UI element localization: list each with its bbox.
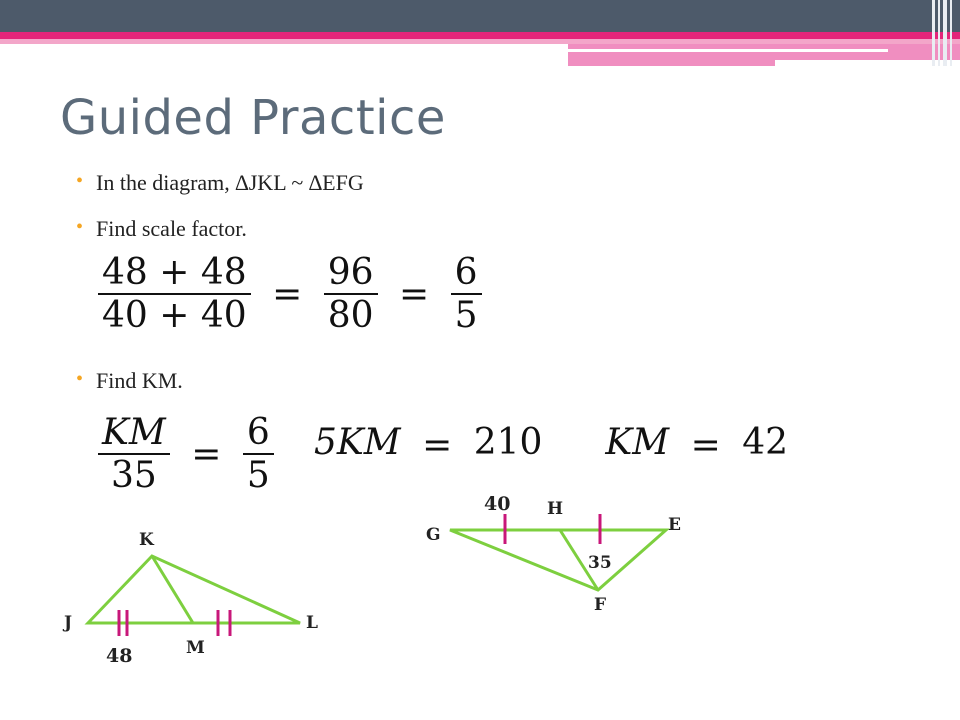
- bullet-text: Find KM.: [96, 368, 183, 393]
- equals-sign: =: [690, 424, 721, 466]
- slide-title: Guided Practice: [60, 90, 446, 146]
- denominator: 40 + 40: [98, 293, 251, 336]
- vertex-label-k: K: [139, 530, 154, 550]
- vertex-label-g: G: [426, 525, 441, 545]
- solution-step-2-left: KM: [605, 422, 670, 463]
- vertex-label-e: E: [668, 515, 681, 535]
- side-label-jm: 48: [106, 645, 133, 667]
- equals-sign: =: [399, 273, 430, 315]
- equals-sign: =: [191, 433, 222, 475]
- vertex-label-l: L: [306, 613, 318, 633]
- vertex-label-m: M: [186, 638, 205, 658]
- bullet-dot-icon: •: [76, 216, 84, 238]
- equals-sign: =: [422, 424, 453, 466]
- equals-sign: =: [272, 273, 303, 315]
- denominator: 80: [324, 293, 378, 336]
- bullet-dot-icon: •: [76, 368, 84, 390]
- bullet-dot-icon: •: [76, 170, 84, 192]
- side-label-hf: 35: [588, 553, 612, 573]
- bullet-text: In the diagram, ∆JKL ~ ∆EFG: [96, 170, 364, 195]
- numerator: KM: [102, 412, 166, 453]
- solution-step-1-right: 210: [473, 422, 543, 463]
- triangle-jkl: [62, 530, 318, 667]
- numerator: 6: [246, 412, 270, 453]
- denominator: 35: [98, 453, 170, 496]
- denominator: 5: [243, 453, 274, 496]
- numerator: 96: [327, 252, 374, 293]
- numerator: 6: [454, 252, 478, 293]
- side-label-gh: 40: [484, 493, 511, 515]
- denominator: 5: [451, 293, 482, 336]
- solution-step-1-left: 5KM: [314, 422, 401, 463]
- numerator: 48 + 48: [102, 252, 247, 293]
- vertex-label-h: H: [547, 499, 564, 519]
- bullet-text: Find scale factor.: [96, 216, 247, 241]
- vertex-label-j: J: [64, 613, 73, 633]
- triangle-efg: [426, 493, 681, 615]
- solution-step-2-right: 42: [742, 422, 789, 463]
- vertex-label-f: F: [594, 595, 607, 615]
- triangle-efg-outline: [450, 530, 666, 590]
